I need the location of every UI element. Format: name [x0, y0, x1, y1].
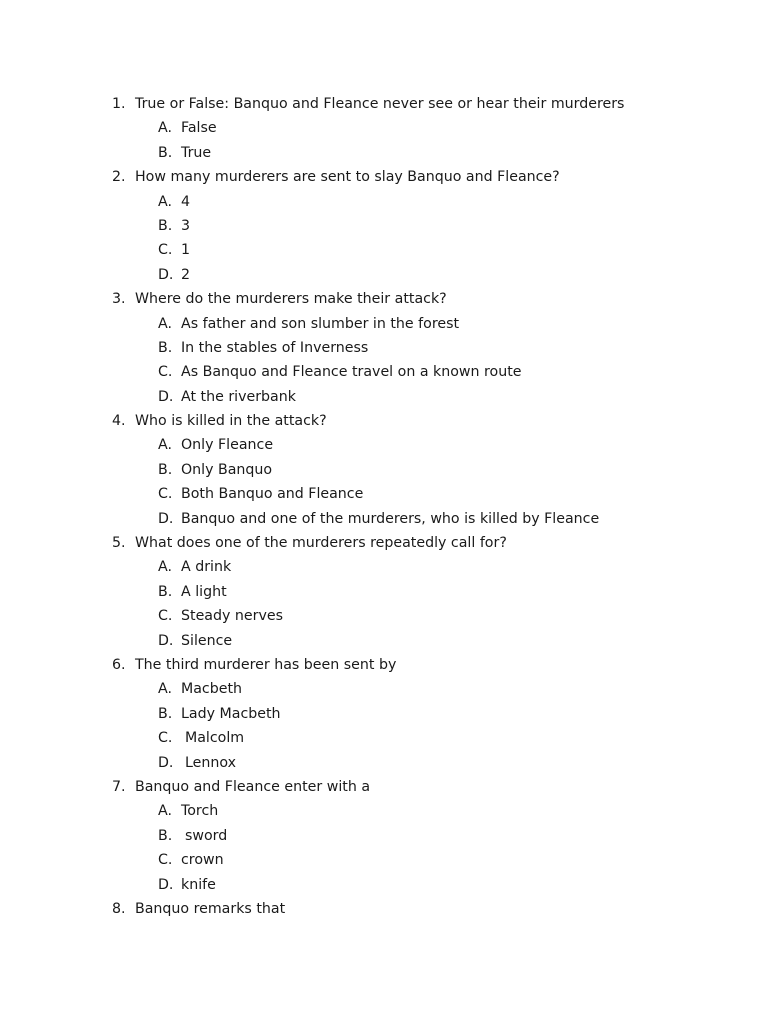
option-text: True [181, 144, 212, 161]
question-line [112, 653, 732, 677]
option-item [158, 263, 732, 287]
option-text: Steady nerves [181, 608, 283, 625]
option-letter: B. [158, 144, 173, 161]
option-item [158, 555, 732, 579]
option-letter: C. [158, 852, 173, 869]
question-line [112, 531, 732, 555]
question-item [112, 409, 732, 531]
option-list [112, 312, 732, 410]
option-text: 1 [181, 242, 191, 259]
option-letter: B. [158, 339, 173, 356]
option-text: As Banquo and Fleance travel on a known route [181, 364, 522, 381]
question-text: Who is killed in the attack? [135, 413, 327, 430]
option-letter: A. [158, 559, 172, 576]
option-letter: D. [158, 876, 174, 893]
option-item [158, 507, 732, 531]
option-item [158, 385, 732, 409]
question-number: 4. [112, 413, 126, 430]
option-item [158, 214, 732, 238]
option-letter: A. [158, 193, 172, 210]
option-text: Malcolm [185, 730, 245, 747]
question-number: 7. [112, 778, 126, 795]
option-item [158, 482, 732, 506]
question-item [112, 287, 732, 409]
option-text: 2 [181, 266, 191, 283]
question-line [112, 287, 732, 311]
option-text: 4 [181, 193, 191, 210]
option-text: Silence [181, 632, 233, 649]
question-line [112, 92, 732, 116]
option-item [158, 629, 732, 653]
question-text: Banquo and Fleance enter with a [135, 778, 371, 795]
option-item [158, 677, 732, 701]
option-text: Torch [181, 803, 219, 820]
option-item [158, 336, 732, 360]
option-letter: C. [158, 730, 173, 747]
option-letter: D. [158, 510, 174, 527]
option-text: At the riverbank [181, 388, 296, 405]
option-item [158, 312, 732, 336]
option-letter: B. [158, 705, 173, 722]
option-letter: C. [158, 608, 173, 625]
option-item [158, 116, 732, 140]
option-list [112, 555, 732, 653]
question-text: True or False: Banquo and Fleance never see or hear their murderers [135, 96, 625, 112]
option-letter: D. [158, 632, 174, 649]
option-text: In the stables of Inverness [181, 339, 369, 356]
option-list [112, 116, 732, 165]
option-text: knife [181, 876, 216, 893]
option-text: Both Banquo and Fleance [181, 486, 364, 503]
option-letter: C. [158, 364, 173, 381]
option-item [158, 726, 732, 750]
option-text: sword [185, 827, 228, 844]
question-item [112, 531, 732, 653]
option-letter: A. [158, 803, 172, 820]
option-text: A light [181, 583, 227, 600]
option-letter: D. [158, 266, 174, 283]
option-list [112, 433, 732, 531]
question-item [112, 653, 732, 775]
question-item [112, 897, 732, 921]
option-item [158, 458, 732, 482]
question-text: Where do the murderers make their attack? [135, 291, 447, 308]
option-list [112, 190, 732, 288]
question-number: 2. [112, 169, 126, 186]
option-text: Banquo and one of the murderers, who is killed by Fleance [181, 510, 600, 527]
question-text: What does one of the murderers repeatedly call for? [135, 535, 507, 552]
option-text: crown [181, 852, 224, 869]
option-item [158, 799, 732, 823]
question-text: Banquo remarks that [135, 900, 286, 917]
option-text: Only Fleance [181, 437, 274, 454]
option-item [158, 873, 732, 897]
option-item [158, 751, 732, 775]
option-item [158, 604, 732, 628]
option-letter: A. [158, 120, 172, 137]
option-item [158, 360, 732, 384]
option-item [158, 238, 732, 262]
question-number: 6. [112, 656, 126, 673]
option-item [158, 141, 732, 165]
question-line [112, 409, 732, 433]
option-letter: D. [158, 388, 174, 405]
option-letter: B. [158, 827, 173, 844]
question-number: 5. [112, 535, 126, 552]
option-text: 3 [181, 217, 191, 234]
option-item [158, 702, 732, 726]
option-letter: B. [158, 461, 173, 478]
option-list [112, 799, 732, 897]
option-letter: D. [158, 754, 174, 771]
option-letter: A. [158, 681, 172, 698]
question-line [112, 897, 732, 921]
option-item [158, 433, 732, 457]
option-letter: A. [158, 437, 172, 454]
question-text: How many murderers are sent to slay Banquo and Fleance? [135, 169, 560, 186]
question-item [112, 165, 732, 287]
option-text: Macbeth [181, 681, 243, 698]
option-list [112, 677, 732, 775]
option-text: False [181, 120, 217, 137]
option-item [158, 848, 732, 872]
question-text: The third murderer has been sent by [135, 656, 397, 673]
question-number: 8. [112, 900, 126, 917]
option-letter: A. [158, 315, 172, 332]
option-text: Lady Macbeth [181, 705, 281, 722]
option-text: Lennox [185, 754, 237, 771]
option-item [158, 580, 732, 604]
option-text: As father and son slumber in the forest [181, 315, 460, 332]
question-number: 1. [112, 96, 126, 112]
question-line [112, 165, 732, 189]
question-line [112, 775, 732, 799]
option-letter: C. [158, 242, 173, 259]
option-item [158, 824, 732, 848]
question-item [112, 775, 732, 897]
option-letter: B. [158, 583, 173, 600]
question-number: 3. [112, 291, 126, 308]
option-text: Only Banquo [181, 461, 273, 478]
option-letter: B. [158, 217, 173, 234]
question-item [112, 92, 732, 165]
question-list [112, 92, 732, 921]
option-text: A drink [181, 559, 232, 576]
option-item [158, 190, 732, 214]
option-letter: C. [158, 486, 173, 503]
